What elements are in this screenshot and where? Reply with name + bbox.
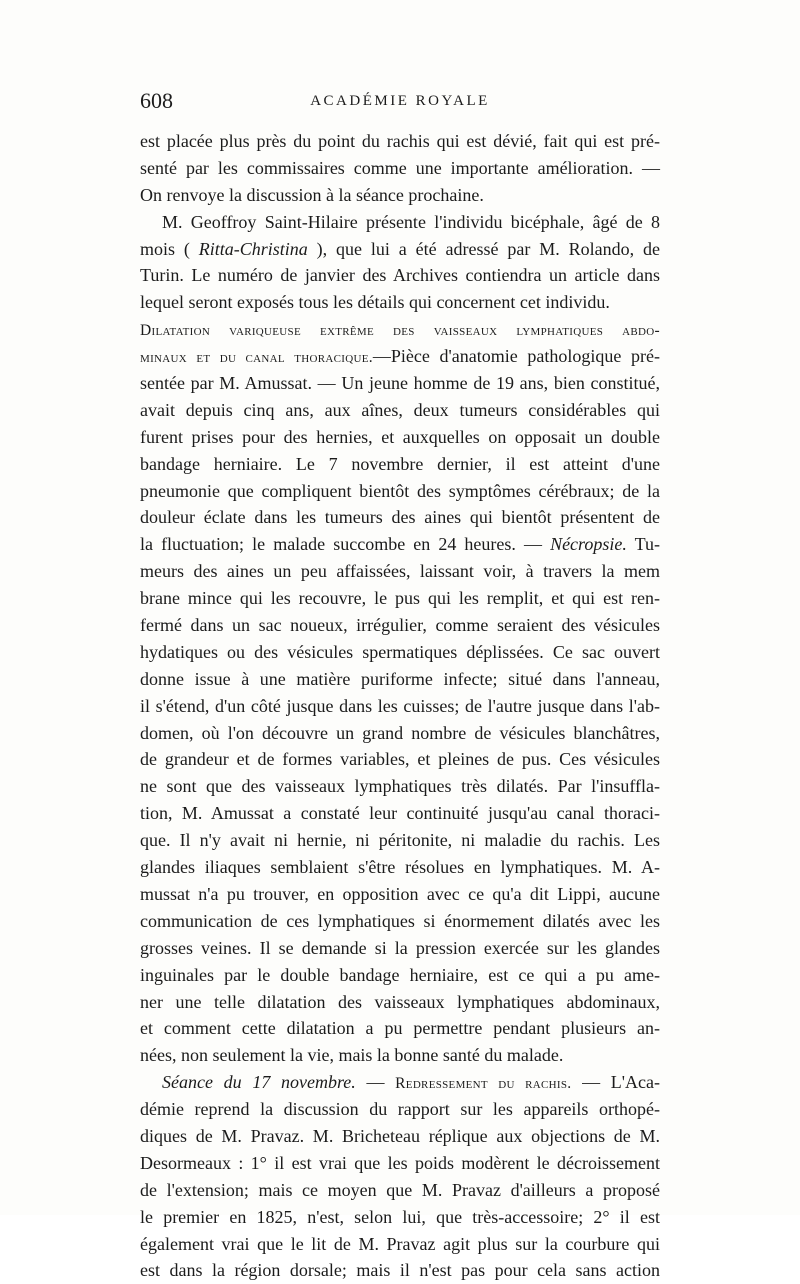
text-line: senté par les commissaires comme une importante amélioration. — bbox=[140, 157, 660, 178]
text-line: ner une telle dilatation des vaisseaux lymphatiques abdominaux, bbox=[140, 991, 660, 1012]
text-line: avait depuis cinq ans, aux aînes, deux tumeurs considérables qui bbox=[140, 399, 660, 420]
body-text bbox=[140, 128, 660, 1284]
text-line: pneumonie que compliquent bientôt des symptômes cérébraux; de la bbox=[140, 480, 660, 501]
page-number: 608 bbox=[140, 88, 173, 113]
text-line: la fluctuation; le malade succombe en 24 heures. — Nécropsie. Tu- bbox=[140, 534, 660, 555]
text-line: grosses veines. Il se demande si la pression exercée sur les glandes bbox=[140, 937, 660, 958]
section-heading: Dilatation variqueuse extrême des vaisseaux lymphatiques abdo- bbox=[140, 322, 660, 340]
text-line: de grandeur et de formes variables, et pleines de pus. Ces vésicules bbox=[140, 749, 660, 770]
text-line: et comment cette dilatation a pu permettre pendant plusieurs an- bbox=[140, 1018, 660, 1039]
section-heading: minaux et du canal thoracique. bbox=[140, 349, 373, 367]
text-line: bandage herniaire. Le 7 novembre dernier, il est atteint d'une bbox=[140, 453, 660, 474]
text-line: est dans la région dorsale; mais il n'est pas pour cela sans action bbox=[140, 1260, 660, 1281]
text-line: Turin. Le numéro de janvier des Archives contiendra un article dans bbox=[140, 265, 660, 286]
italic-term: Nécropsie. bbox=[550, 534, 627, 555]
text-line: diques de M. Pravaz. M. Bricheteau réplique aux objections de M. bbox=[140, 1125, 660, 1146]
text-line: nées, non seulement la vie, mais la bonne santé du malade. bbox=[140, 1045, 564, 1066]
text-line: également vrai que le lit de M. Pravaz agit plus sur la courbure qui bbox=[140, 1233, 660, 1254]
text-line: démie reprend la discussion du rapport sur les appareils orthopé- bbox=[140, 1099, 660, 1120]
running-head bbox=[140, 88, 660, 114]
text-line: ne sont que des vaisseaux lymphatiques très dilatés. Par l'insuffla- bbox=[140, 776, 660, 797]
text-line: furent prises pour des hernies, et auxquelles on opposait un double bbox=[140, 426, 660, 447]
text-line: est placée plus près du point du rachis qui est dévié, fait qui est pré- bbox=[140, 131, 660, 151]
text-line: le premier en 1825, n'est, selon lui, que très-accessoire; 2° il est bbox=[140, 1206, 660, 1227]
text-line: de l'extension; mais ce moyen que M. Pravaz d'ailleurs a proposé bbox=[140, 1179, 660, 1200]
text-line: domen, où l'on découvre un grand nombre de vésicules blanchâtres, bbox=[140, 722, 660, 743]
text-line: On renvoye la discussion à la séance prochaine. bbox=[140, 184, 484, 205]
section-heading-line bbox=[140, 316, 660, 343]
text-line: donne issue à une matière puriforme infecte; situé dans l'anneau, bbox=[140, 668, 660, 689]
text-line: brane mince qui les recouvre, le pus qui les remplit, et qui est ren- bbox=[140, 588, 660, 609]
text-line: lequel seront exposés tous les détails qui concernent cet individu. bbox=[140, 292, 610, 313]
text-line: douleur éclate dans les tumeurs des aines qui bientôt présentent de bbox=[140, 507, 660, 528]
text-line: hydatiques ou des vésicules spermatiques déplissées. Ce sac ouvert bbox=[140, 641, 660, 662]
text-line: M. Geoffroy Saint-Hilaire présente l'individu bicéphale, âgé de 8 bbox=[162, 211, 660, 232]
text-line: fermé dans un sac noueux, irrégulier, comme seraient des vésicules bbox=[140, 615, 660, 636]
session-date: Séance du 17 novembre. bbox=[162, 1072, 356, 1093]
italic-title: Ritta-Christina bbox=[198, 238, 308, 259]
text-line: que. Il n'y avait ni hernie, ni péritonite, ni maladie du rachis. Les bbox=[140, 830, 660, 851]
text-line: il s'étend, d'un côté jusque dans les cuisses; de l'autre jusque dans l'ab- bbox=[140, 695, 660, 716]
text-line: glandes iliaques semblaient s'être résolues en lymphatiques. M. A- bbox=[140, 857, 660, 878]
text-line: sentée par M. Amussat. — Un jeune homme de 19 ans, bien constitué, bbox=[140, 373, 660, 394]
text-line: mussat n'a pu trouver, en opposition avec ce qu'a dit Lippi, aucune bbox=[140, 883, 660, 904]
text-line: inguinales par le double bandage herniaire, est ce qui a pu ame- bbox=[140, 964, 660, 985]
text-line: communication de ces lymphatiques si énormement dilatés avec les bbox=[140, 910, 660, 931]
text-line: Séance du 17 novembre. — Redressement du rachis. — L'Aca- bbox=[162, 1072, 660, 1093]
text-line: Desormeaux : 1° il est vrai que les poids modèrent le décroissement bbox=[140, 1152, 660, 1173]
running-title: ACADÉMIE ROYALE bbox=[310, 93, 490, 109]
text-line: meurs des aines un peu affaissées, laissant voir, à travers la mem bbox=[140, 561, 660, 582]
section-heading: Redressement du rachis. bbox=[395, 1075, 572, 1093]
text-line: minaux et du canal thoracique.—Pièce d'anatomie pathologique pré- bbox=[140, 346, 661, 367]
text-line: mois ( Ritta-Christina ), que lui a été adressé par M. Rolando, de bbox=[140, 238, 660, 259]
text-line: tion, M. Amussat a constaté leur continuité jusqu'au canal thoraci- bbox=[140, 803, 660, 824]
